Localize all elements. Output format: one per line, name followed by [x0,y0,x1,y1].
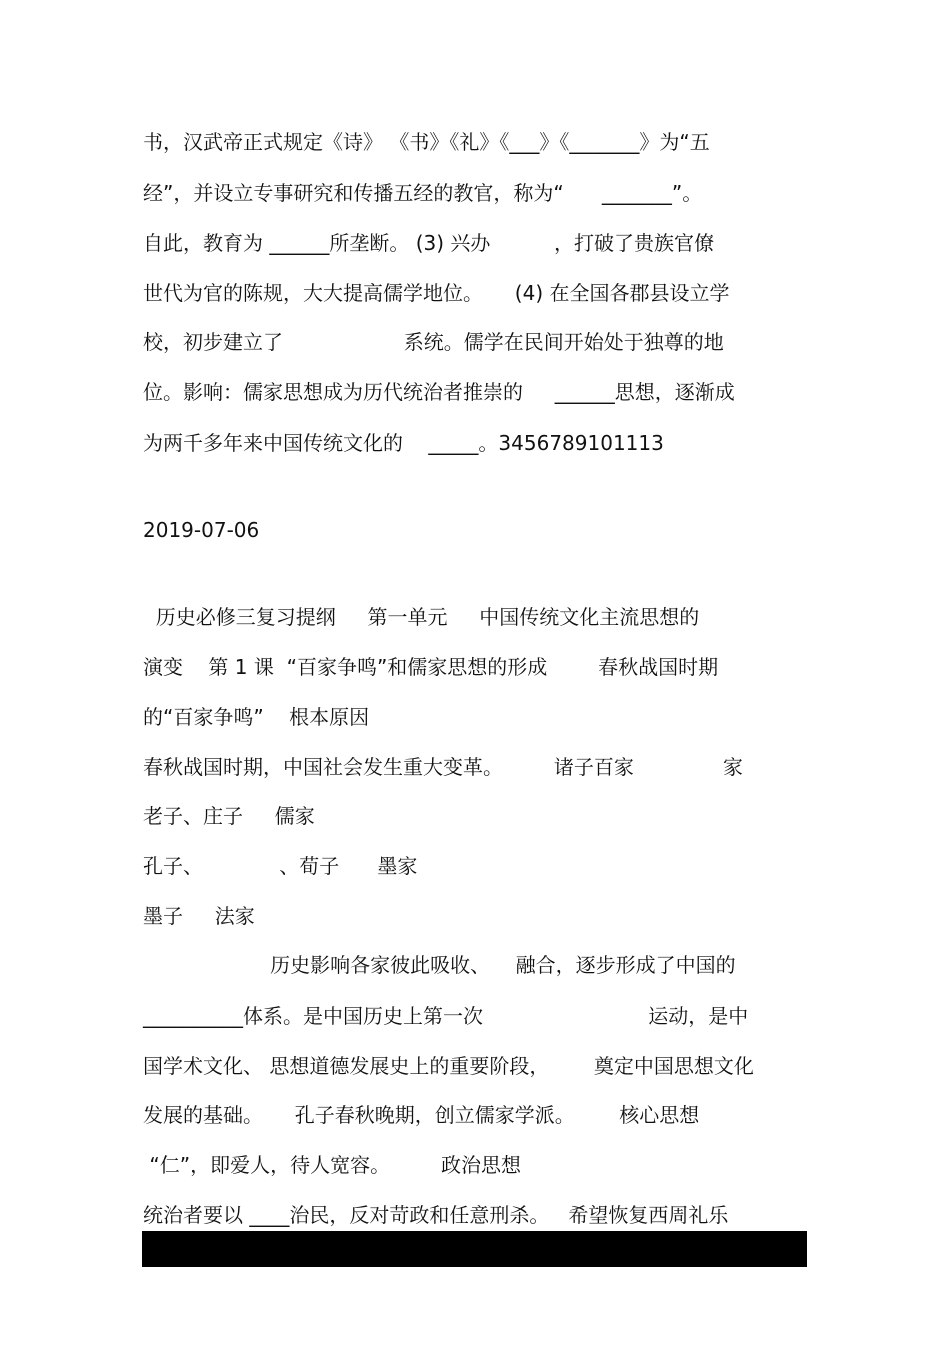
text-line: 孔子、 、荀子 墨家 [143,854,418,878]
text-line: 统治者要以 ____治民，反对苛政和任意刑杀。 希望恢复西周礼乐 [143,1203,729,1227]
text-line: 墨子 法家 [143,904,255,928]
text-line: 春秋战国时期，中国社会发生重大变革。 诸子百家 家 [143,755,743,779]
text-line: “仁”，即爱人，待人宽容。 政治思想 [143,1153,521,1177]
text-line: 自此，教育为 ______所垄断。 (3) 兴办 ，打破了贵族官僚 [143,231,714,255]
text-line: 为两千多年来中国传统文化的 _____。3456789101113 [143,431,664,455]
text-line: 经”，并设立专事研究和传播五经的教官，称为“ _______”。 [143,181,703,205]
text-line: 演变 第 1 课 “百家争鸣”和儒家思想的形成 春秋战国时期 [143,655,719,679]
text-line: 位。影响：儒家思想成为历代统治者推崇的 ______思想，逐渐成 [143,380,735,404]
text-line: 的“百家争鸣” 根本原因 [143,705,370,729]
text-line: 校，初步建立了 系统。儒学在民间开始处于独尊的地 [143,330,724,354]
section-heading: 历史必修三复习提纲 第一单元 中国传统文化主流思想的 [143,605,700,629]
text-line: __________体系。是中国历史上第一次 运动，是中 [143,1004,749,1028]
text-line: 书，汉武帝正式规定《诗》 《书》《礼》《___》《_______》为“五 [143,130,710,154]
text-line: 发展的基础。 孔子春秋晚期，创立儒家学派。 核心思想 [143,1103,700,1127]
text-line: 老子、庄子 儒家 [143,804,315,828]
text-line: 国学术文化、 思想道德发展史上的重要阶段， 奠定中国思想文化 [143,1054,754,1078]
text-line: 历史影响各家彼此吸收、 融合，逐步形成了中国的 [143,953,736,977]
text-line: 世代为官的陈规，大大提高儒学地位。 (4) 在全国各郡县设立学 [143,281,730,305]
date-line: 2019-07-06 [143,518,260,542]
redaction-bar [142,1231,807,1267]
